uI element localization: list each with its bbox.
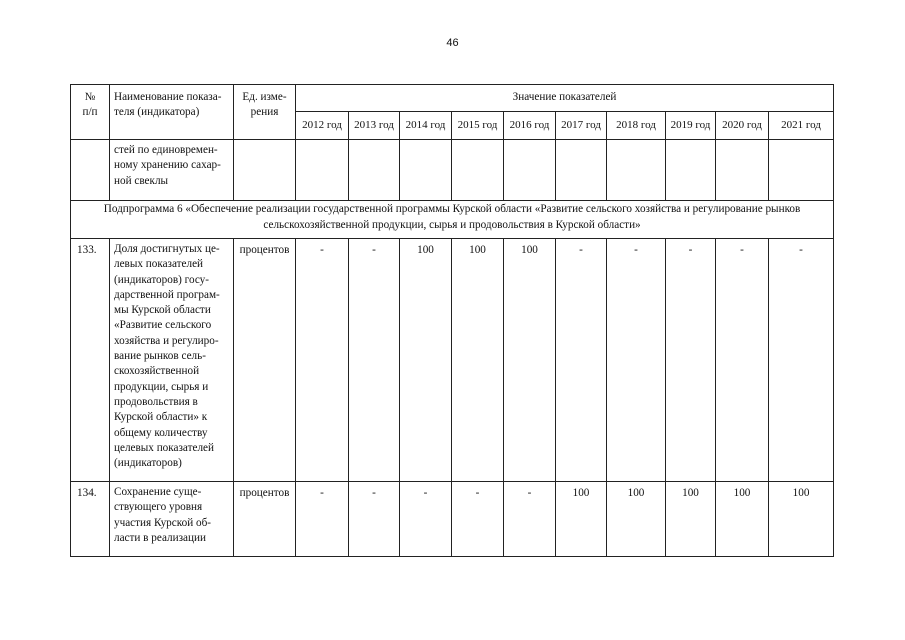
value-cell: 100 [504, 239, 556, 482]
value-cell: - [349, 239, 400, 482]
value-cell [607, 140, 666, 201]
value-cell: - [349, 482, 400, 557]
name-line: ной свеклы [114, 174, 169, 187]
name-line: ному хранению сахар- [114, 159, 221, 172]
value-cell: 100 [452, 239, 504, 482]
name-line: участия Курской об- [114, 516, 211, 529]
name-line: ласти в реализации [114, 531, 206, 544]
value-cell: - [556, 239, 607, 482]
header-year: 2021 год [769, 112, 834, 140]
row-number-cell [71, 140, 110, 201]
table-row [71, 239, 834, 482]
header-name-line: теля (индикатора) [114, 106, 200, 118]
value-cell [666, 140, 716, 201]
value-cell [556, 140, 607, 201]
name-line: стей по единовремен- [114, 144, 218, 156]
value-cell: - [504, 482, 556, 557]
header-year: 2020 год [716, 112, 769, 140]
header-year: 2013 год [349, 112, 400, 140]
header-year: 2017 год [556, 112, 607, 140]
indicator-name-cell [110, 140, 234, 201]
name-line: Курской области» к [114, 411, 208, 424]
header-unit [234, 85, 296, 140]
value-cell: 100 [769, 482, 834, 557]
value-cell: - [716, 239, 769, 482]
value-cell: - [666, 239, 716, 482]
value-cell: - [607, 239, 666, 482]
value-cell [504, 140, 556, 201]
value-cell: 100 [607, 482, 666, 557]
name-line: ствующего уровня [114, 501, 203, 514]
name-line: вание рынков сель- [114, 350, 206, 363]
name-line: продовольствия в [114, 395, 198, 408]
name-line: целевых показателей [114, 441, 214, 454]
value-cell: 100 [666, 482, 716, 557]
subprogram-line: Подпрограмма 6 «Обеспечение реализации государственной программы Курской области «Развитие сельского хозяйства и регулирование рынков [103, 203, 801, 215]
value-cell: - [400, 482, 452, 557]
header-number [71, 85, 110, 140]
value-cell: 100 [716, 482, 769, 557]
row-number: 133. [71, 239, 110, 482]
indicators-table [70, 84, 834, 557]
value-cell: 100 [400, 239, 452, 482]
value-cell [769, 140, 834, 201]
unit-cell: процентов [234, 482, 296, 557]
name-line: скохозяйственной [114, 365, 200, 378]
header-name-line: Наименование показа- [114, 91, 222, 103]
header-row [71, 85, 834, 112]
name-line: (индикаторов) госу- [114, 273, 209, 286]
unit-cell [234, 140, 296, 201]
header-year: 2014 год [400, 112, 452, 140]
indicator-name-cell [110, 239, 234, 482]
name-line: Сохранение суще- [114, 486, 202, 498]
table-row [71, 482, 834, 557]
header-number-line: п/п [82, 106, 98, 118]
table-row [71, 140, 834, 201]
value-cell: - [452, 482, 504, 557]
header-indicator-name [110, 85, 234, 140]
name-line: продукции, сырья и [114, 380, 209, 393]
row-number: 134. [71, 482, 110, 557]
name-line: мы Курской области [114, 304, 211, 317]
value-cell [452, 140, 504, 201]
header-unit-line: рения [250, 106, 279, 118]
name-line: «Развитие сельского [114, 319, 212, 332]
indicator-name-cell [110, 482, 234, 557]
name-line: левых показателей [114, 258, 204, 271]
header-year: 2019 год [666, 112, 716, 140]
name-line: Доля достигнутых це- [114, 243, 220, 255]
value-cell [349, 140, 400, 201]
subprogram-line: сельскохозяйственной продукции, сырья и продовольствия в Курской области» [263, 219, 641, 231]
header-number-line: № [84, 91, 96, 103]
value-cell [716, 140, 769, 201]
subprogram-row [71, 201, 834, 239]
header-year: 2016 год [504, 112, 556, 140]
header-year: 2012 год [296, 112, 349, 140]
unit-cell: процентов [234, 239, 296, 482]
value-cell [296, 140, 349, 201]
name-line: дарственной програм- [114, 288, 220, 301]
value-cell: - [296, 482, 349, 557]
header-unit-line: Ед. изме- [242, 91, 287, 103]
name-line: (индикаторов) [114, 457, 182, 470]
value-cell [400, 140, 452, 201]
header-values-title: Значение показателей [296, 85, 834, 112]
value-cell: - [296, 239, 349, 482]
name-line: общему количеству [114, 426, 208, 439]
header-year: 2015 год [452, 112, 504, 140]
subprogram-heading [71, 201, 834, 239]
value-cell: - [769, 239, 834, 482]
header-year: 2018 год [607, 112, 666, 140]
value-cell: 100 [556, 482, 607, 557]
page-number: 46 [446, 37, 459, 49]
name-line: хозяйства и регулиро- [114, 334, 219, 347]
